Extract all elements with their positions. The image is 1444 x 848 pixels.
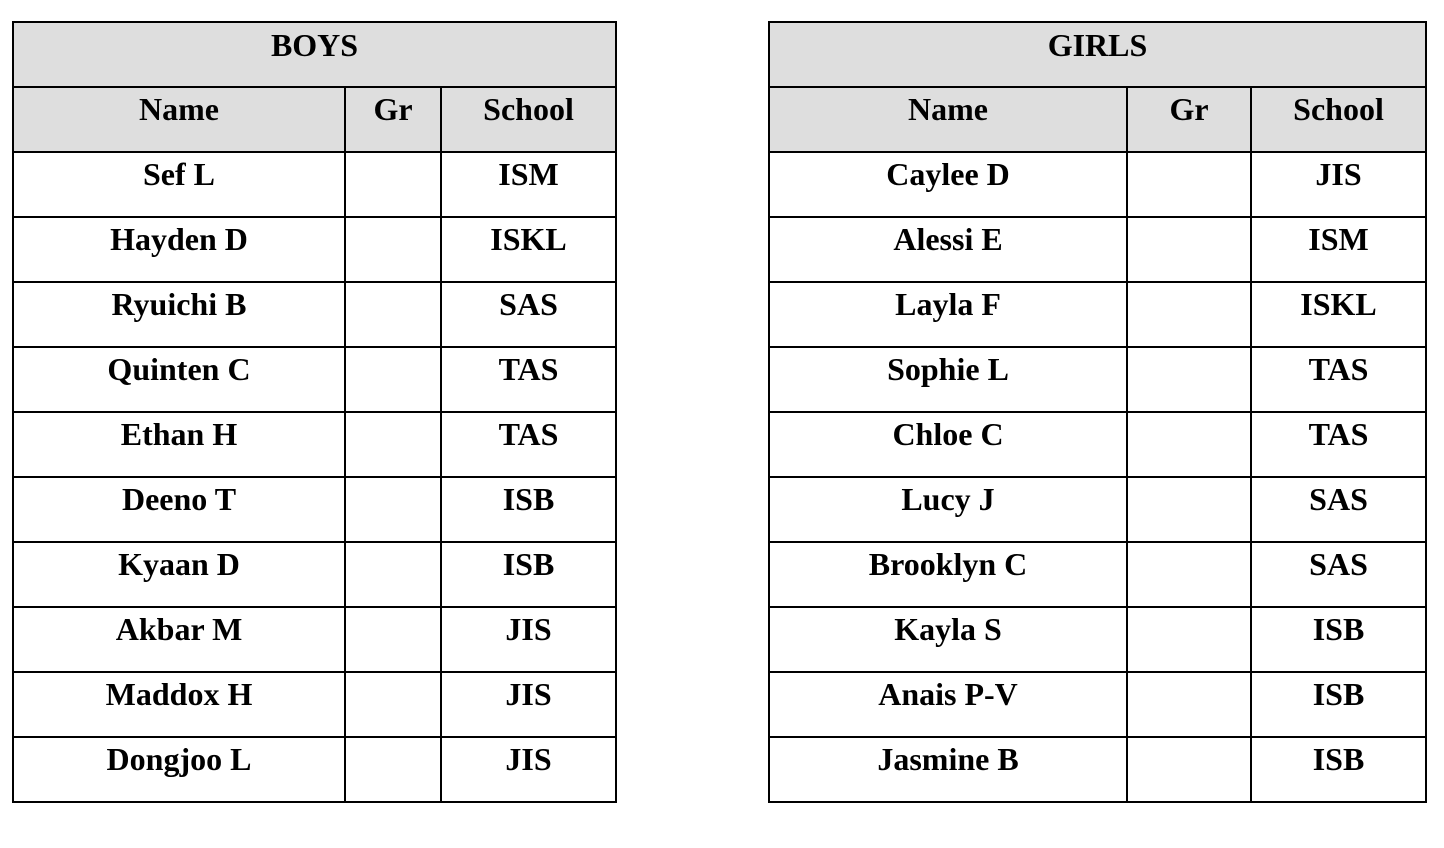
- student-name-cell: Layla F: [769, 282, 1127, 347]
- school-cell: ISKL: [441, 217, 616, 282]
- school-cell: JIS: [441, 672, 616, 737]
- girls-table: [768, 21, 1427, 803]
- grade-cell: [1127, 217, 1251, 282]
- grade-cell: [1127, 672, 1251, 737]
- grade-cell: [345, 412, 441, 477]
- grade-cell: [345, 217, 441, 282]
- table-row: [13, 737, 616, 802]
- school-cell: ISM: [1251, 217, 1426, 282]
- grade-cell: [345, 347, 441, 412]
- school-cell: TAS: [441, 412, 616, 477]
- student-name-cell: Kyaan D: [13, 542, 345, 607]
- boys-table-body: [13, 152, 616, 802]
- school-cell: JIS: [1251, 152, 1426, 217]
- table-row: [769, 477, 1426, 542]
- table-row: [769, 672, 1426, 737]
- boys-table: [12, 21, 617, 803]
- school-cell: ISB: [1251, 607, 1426, 672]
- grade-cell: [345, 607, 441, 672]
- boys-header-row: [13, 87, 616, 152]
- table-row: [13, 347, 616, 412]
- school-cell: TAS: [1251, 412, 1426, 477]
- grade-cell: [345, 737, 441, 802]
- table-row: [13, 672, 616, 737]
- grade-cell: [1127, 542, 1251, 607]
- table-row: [769, 542, 1426, 607]
- grade-cell: [345, 672, 441, 737]
- grade-cell: [345, 152, 441, 217]
- table-row: [769, 152, 1426, 217]
- student-name-cell: Ryuichi B: [13, 282, 345, 347]
- table-row: [13, 282, 616, 347]
- table-row: [13, 152, 616, 217]
- grade-cell: [345, 477, 441, 542]
- table-row: [769, 282, 1426, 347]
- table-row: [769, 412, 1426, 477]
- student-name-cell: Akbar M: [13, 607, 345, 672]
- girls-school-header: School: [1251, 87, 1426, 152]
- school-cell: ISM: [441, 152, 616, 217]
- girls-grade-header: Gr: [1127, 87, 1251, 152]
- school-cell: SAS: [441, 282, 616, 347]
- table-row: [769, 347, 1426, 412]
- grade-cell: [1127, 607, 1251, 672]
- grade-cell: [1127, 412, 1251, 477]
- student-name-cell: Deeno T: [13, 477, 345, 542]
- student-name-cell: Ethan H: [13, 412, 345, 477]
- table-row: [13, 607, 616, 672]
- student-name-cell: Jasmine B: [769, 737, 1127, 802]
- student-name-cell: Brooklyn C: [769, 542, 1127, 607]
- grade-cell: [345, 282, 441, 347]
- grade-cell: [345, 542, 441, 607]
- student-name-cell: Kayla S: [769, 607, 1127, 672]
- girls-table-body: [769, 152, 1426, 802]
- table-row: [769, 737, 1426, 802]
- school-cell: JIS: [441, 607, 616, 672]
- school-cell: ISB: [441, 477, 616, 542]
- girls-title: GIRLS: [769, 22, 1426, 87]
- grade-cell: [1127, 477, 1251, 542]
- boys-grade-header: Gr: [345, 87, 441, 152]
- student-name-cell: Hayden D: [13, 217, 345, 282]
- boys-name-header: Name: [13, 87, 345, 152]
- school-cell: TAS: [1251, 347, 1426, 412]
- student-name-cell: Sef L: [13, 152, 345, 217]
- girls-title-row: [769, 22, 1426, 87]
- boys-title-row: [13, 22, 616, 87]
- student-name-cell: Quinten C: [13, 347, 345, 412]
- girls-header-row: [769, 87, 1426, 152]
- grade-cell: [1127, 152, 1251, 217]
- student-name-cell: Alessi E: [769, 217, 1127, 282]
- school-cell: JIS: [441, 737, 616, 802]
- school-cell: SAS: [1251, 477, 1426, 542]
- table-row: [769, 217, 1426, 282]
- table-row: [769, 607, 1426, 672]
- school-cell: ISB: [1251, 672, 1426, 737]
- student-name-cell: Maddox H: [13, 672, 345, 737]
- school-cell: ISB: [441, 542, 616, 607]
- boys-title: BOYS: [13, 22, 616, 87]
- grade-cell: [1127, 737, 1251, 802]
- table-row: [13, 477, 616, 542]
- school-cell: ISKL: [1251, 282, 1426, 347]
- table-row: [13, 217, 616, 282]
- table-row: [13, 412, 616, 477]
- school-cell: ISB: [1251, 737, 1426, 802]
- girls-name-header: Name: [769, 87, 1127, 152]
- boys-school-header: School: [441, 87, 616, 152]
- student-name-cell: Anais P-V: [769, 672, 1127, 737]
- table-row: [13, 542, 616, 607]
- student-name-cell: Chloe C: [769, 412, 1127, 477]
- grade-cell: [1127, 347, 1251, 412]
- grade-cell: [1127, 282, 1251, 347]
- school-cell: SAS: [1251, 542, 1426, 607]
- student-name-cell: Sophie L: [769, 347, 1127, 412]
- student-name-cell: Lucy J: [769, 477, 1127, 542]
- student-name-cell: Caylee D: [769, 152, 1127, 217]
- student-name-cell: Dongjoo L: [13, 737, 345, 802]
- school-cell: TAS: [441, 347, 616, 412]
